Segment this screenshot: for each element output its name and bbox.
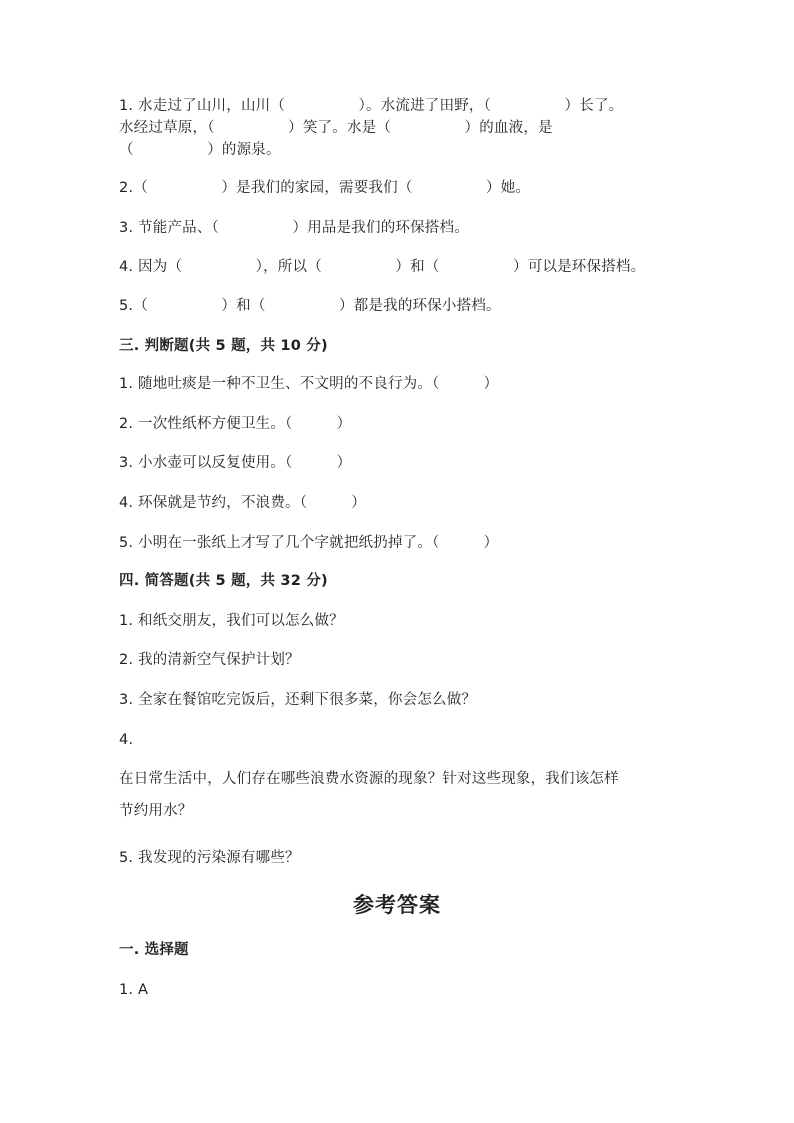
fill-q1-line2: 水经过草原，（ ）笑了。水是（ ）的血液，是 (119, 120, 553, 136)
short-q4-line1: 在日常生活中，人们存在哪些浪费水资源的现象？针对这些现象，我们该怎样 (119, 771, 619, 787)
judge-item-3: 3. 小水壶可以反复使用。（ ） (119, 455, 352, 471)
short-q1: 1. 和纸交朋友，我们可以怎么做？ (119, 613, 344, 629)
judge-item-1: 1. 随地吐痰是一种不卫生、不文明的不良行为。（ ） (119, 376, 499, 392)
answers-heading: 一. 选择题 (119, 942, 189, 958)
fill-q2: 2.（ ）是我们的家园，需要我们（ ）她。 (119, 180, 531, 196)
short-heading: 四. 简答题(共 5 题，共 32 分) (119, 573, 328, 589)
fill-q3: 3. 节能产品、（ ）用品是我们的环保搭档。 (119, 220, 469, 236)
answers-first: 1. A (119, 982, 149, 998)
judge-item-4: 4. 环保就是节约，不浪费。（ ） (119, 495, 366, 511)
judge-item-2: 2. 一次性纸杯方便卫生。（ ） (119, 416, 352, 432)
short-q3: 3. 全家在餐馆吃完饭后，还剩下很多菜，你会怎么做？ (119, 692, 477, 708)
fill-q1-line1: 1. 水走过了山川，山川（ ）。水流进了田野，（ ）长了。 (119, 98, 624, 114)
short-q5: 5. 我发现的污染源有哪些？ (119, 850, 300, 866)
judge-item-5: 5. 小明在一张纸上才写了几个字就把纸扔掉了。（ ） (119, 535, 499, 551)
short-q2: 2. 我的清新空气保护计划？ (119, 652, 300, 668)
short-q4-line2: 节约用水？ (119, 803, 193, 819)
short-q4-number: 4. (119, 732, 134, 748)
judge-heading: 三. 判断题(共 5 题，共 10 分) (119, 338, 328, 354)
answers-title: 参考答案 (353, 893, 441, 917)
fill-q1-line3: （ ）的源泉。 (119, 142, 281, 158)
fill-q4: 4. 因为（ ），所以（ ）和（ ）可以是环保搭档。 (119, 259, 646, 275)
fill-q5: 5.（ ）和（ ）都是我的环保小搭档。 (119, 298, 501, 314)
